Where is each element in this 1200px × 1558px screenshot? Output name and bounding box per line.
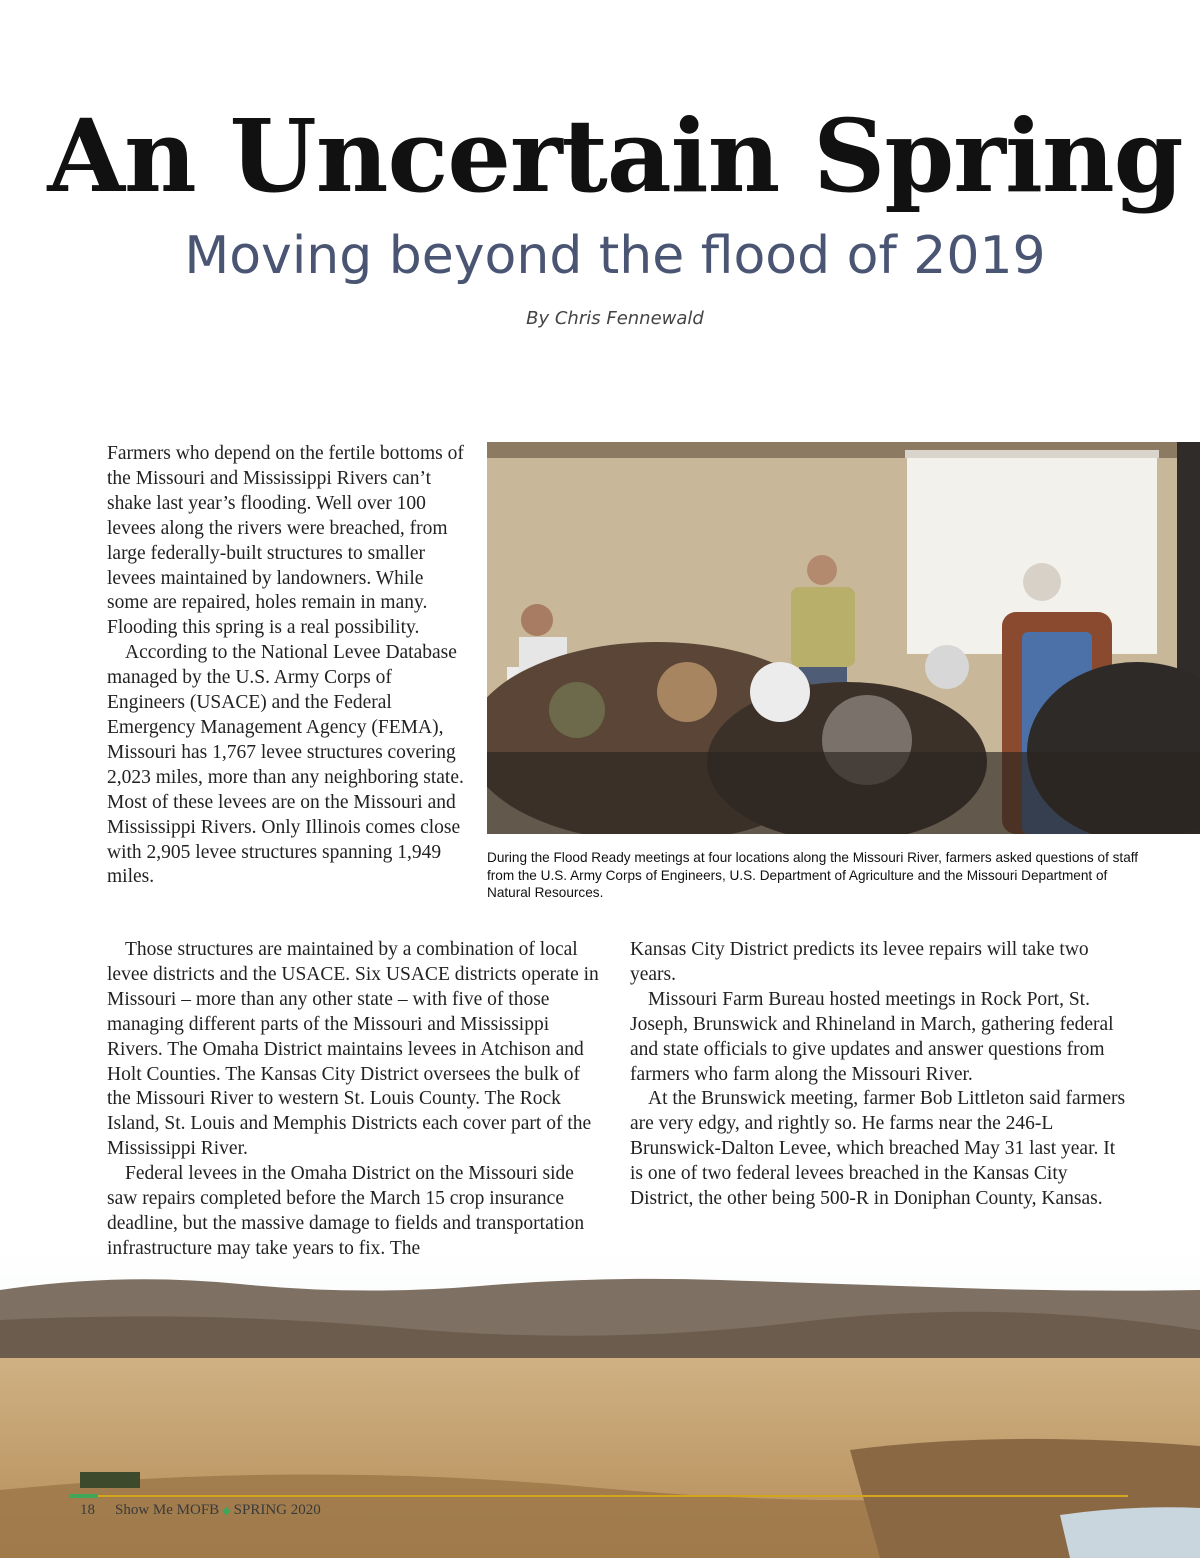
diamond-icon: ◆ <box>222 1504 231 1517</box>
article-title: An Uncertain Spring <box>47 97 1183 215</box>
page-footer <box>80 1500 321 1520</box>
meeting-photo <box>487 442 1200 834</box>
paragraph: Kansas City District predicts its levee repairs will take two years. <box>630 939 1089 985</box>
photo-caption: During the Flood Ready meetings at four locations along the Missouri River, farmers asked questions of staff from the U.S. Army Corps of Engineers, U.S. Department of Agriculture and the Missouri Department of Natural Resources. <box>487 850 1139 901</box>
article-column-3 <box>630 938 1130 1212</box>
paragraph: At the Brunswick meeting, farmer Bob Littleton said farmers are very edgy, and rightly so. He farms near the 246-L Brunswick-Dalton Levee, which breached May 31 last year. It is one of two federal levees breached in the Kansas City District, the other being 500-R in Doniphan County, Kansas. <box>630 1088 1126 1210</box>
page-number: 18 <box>80 1501 95 1518</box>
publication-name: Show Me MOFB <box>115 1501 220 1518</box>
footer-accent-green <box>70 1494 98 1498</box>
footer-rule <box>98 1495 1128 1497</box>
paragraph: Farmers who depend on the fertile bottoms of the Missouri and Mississippi Rivers can’t shake last year’s flooding. Well over 100 levees along the rivers were breached, from large federally-built structures to smaller levees maintained by landowners. While some are repaired, holes remain in many. Flooding this spring is a real possibility. <box>107 443 464 639</box>
issue-label: SPRING 2020 <box>233 1501 321 1518</box>
byline: By Chris Fennewald <box>526 308 704 329</box>
article-column-2 <box>107 938 607 1262</box>
paragraph: According to the National Levee Database managed by the U.S. Army Corps of Engineers (USACE) and the Federal Emergency Management Agency (FEMA), Missouri has 1,767 levee structures covering 2,023 miles, more than any neighboring state. Most of these levees are on the Missouri and Mississippi Rivers. Only Illinois comes close with 2,905 levee structures spanning 1,949 miles. <box>107 642 464 888</box>
article-subtitle: Moving beyond the flood of 2019 <box>184 226 1046 286</box>
paragraph: Federal levees in the Omaha District on the Missouri side saw repairs completed before the March 15 crop insurance deadline, but the massive damage to fields and transportation infrastructure may take years to fix. The <box>107 1163 585 1259</box>
paragraph: Those structures are maintained by a combination of local levee districts and the USACE. Six USACE districts operate in Missouri – more than any other state – with five of those managing different parts of the Missouri and Mississippi Rivers. The Omaha District maintains levees in Atchison and Holt Counties. The Kansas City District oversees the bulk of the Missouri River to western St. Louis County. The Rock Island, St. Louis and Memphis Districts each cover part of the Mississippi River. <box>107 939 599 1160</box>
paragraph: Missouri Farm Bureau hosted meetings in Rock Port, St. Joseph, Brunswick and Rhineland in March, gathering federal and state officials to give updates and answer questions from farmers who farm along the Missouri River. <box>630 988 1114 1085</box>
article-column-1 <box>107 442 469 890</box>
